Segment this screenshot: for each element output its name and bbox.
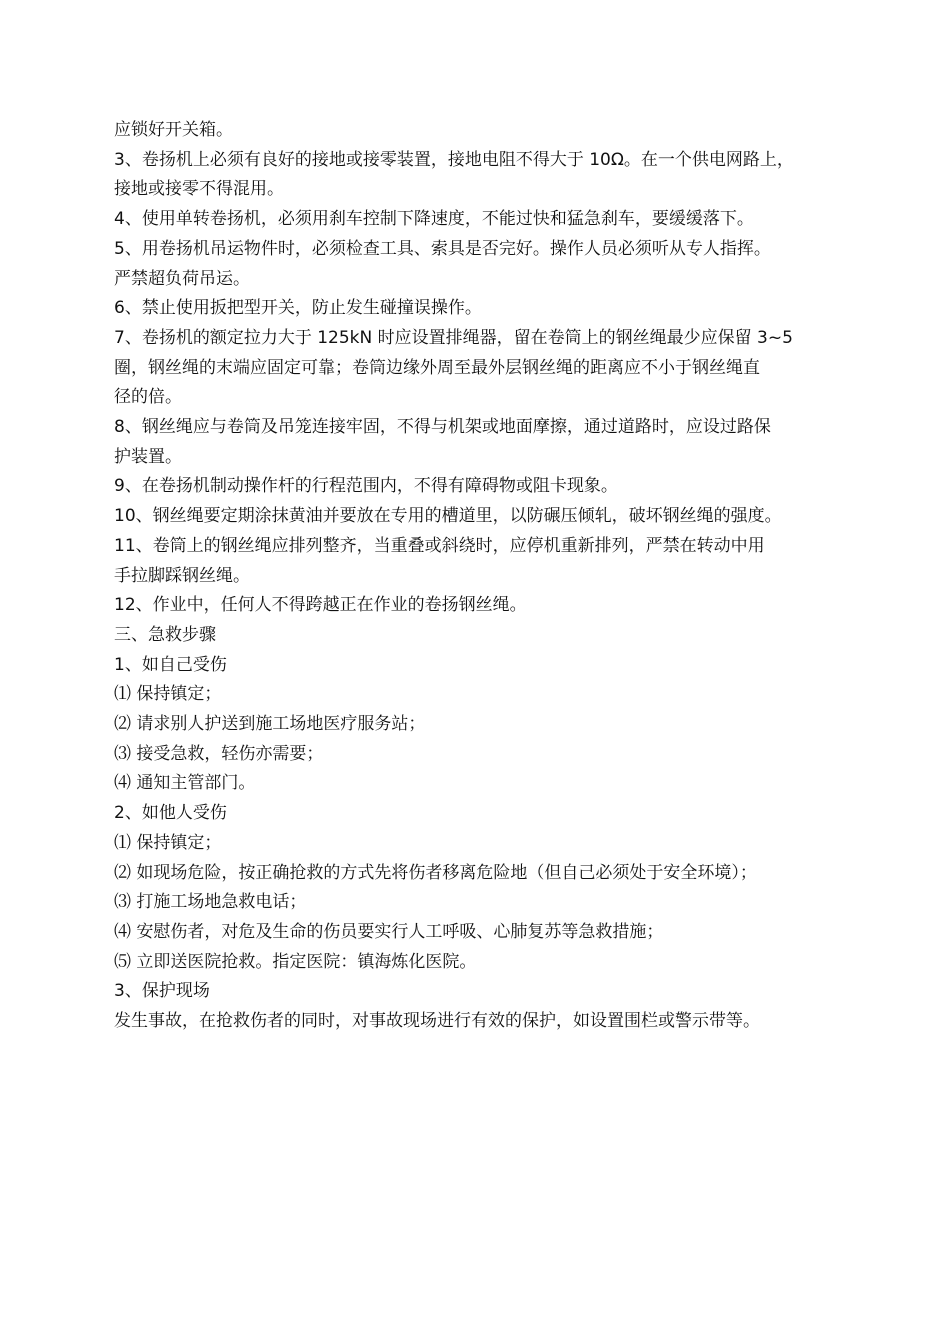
list-item: ⑵ 请求别人护送到施工场地医疗服务站； xyxy=(114,714,426,735)
text-line: 径的倍。 xyxy=(114,387,182,408)
section-heading: 三、急救步骤 xyxy=(114,624,216,645)
list-item: ⑴ 保持镇定； xyxy=(114,832,222,853)
text-line: 严禁超负荷吊运。 xyxy=(114,268,250,289)
text-line: 5、用卷扬机吊运物件时，必须检查工具、索具是否完好。操作人员必须听从专人指挥。 xyxy=(114,238,771,259)
list-item: ⑷ 安慰伤者，对危及生命的伤员要实行人工呼吸、心肺复苏等急救措施； xyxy=(114,921,664,942)
text-line: 12、作业中，任何人不得跨越正在作业的卷扬钢丝绳。 xyxy=(114,595,527,616)
list-item: ⑴ 保持镇定； xyxy=(114,684,222,705)
text-line: 7、卷扬机的额定拉力大于 125kN 时应设置排绳器，留在卷筒上的钢丝绳最少应保留 3~5 xyxy=(114,327,793,348)
text-line: 11、卷筒上的钢丝绳应排列整齐，当重叠或斜绕时，应停机重新排列，严禁在转动中用 xyxy=(114,535,765,556)
text-line: 10、钢丝绳要定期涂抹黄油并要放在专用的槽道里，以防碾压倾轧，破坏钢丝绳的强度。 xyxy=(114,506,782,527)
text-line: 护装置。 xyxy=(114,446,182,467)
text-line: 应锁好开关箱。 xyxy=(114,120,233,140)
text-line: 4、使用单转卷扬机，必须用刹车控制下降速度，不能过快和猛急刹车，要缓缓落下。 xyxy=(114,209,754,230)
text-line: 8、钢丝绳应与卷筒及吊笼连接牢固，不得与机架或地面摩擦，通过道路时，应设过路保 xyxy=(114,417,771,438)
list-item: ⑶ 接受急救，轻伤亦需要； xyxy=(114,743,324,764)
list-item: ⑶ 打施工场地急救电话； xyxy=(114,892,307,913)
text-line: 6、禁止使用扳把型开关，防止发生碰撞误操作。 xyxy=(114,298,482,319)
list-item: ⑷ 通知主管部门。 xyxy=(114,773,256,794)
text-line: 9、在卷扬机制动操作杆的行程范围内，不得有障碍物或阻卡现象。 xyxy=(114,476,618,497)
document-body xyxy=(114,116,874,1037)
subsection-heading: 2、如他人受伤 xyxy=(114,803,227,824)
text-line: 发生事故，在抢救伤者的同时，对事故现场进行有效的保护，如设置围栏或警示带等。 xyxy=(114,1011,760,1032)
text-line: 3、卷扬机上必须有良好的接地或接零装置，接地电阻不得大于 10Ω。在一个供电网路上， xyxy=(114,149,794,170)
text-line: 圈，钢丝绳的末端应固定可靠；卷筒边缘外周至最外层钢丝绳的距离应不小于钢丝绳直 xyxy=(114,357,760,378)
list-item: ⑵ 如现场危险，按正确抢救的方式先将伤者移离危险地（但自己必须处于安全环境）； xyxy=(114,862,757,883)
subsection-heading: 1、如自己受伤 xyxy=(114,654,227,675)
subsection-heading: 3、保护现场 xyxy=(114,981,210,1002)
list-item: ⑸ 立即送医院抢救。指定医院：镇海炼化医院。 xyxy=(114,951,477,972)
text-line: 接地或接零不得混用。 xyxy=(114,179,284,200)
text-line: 手拉脚踩钢丝绳。 xyxy=(114,565,250,586)
